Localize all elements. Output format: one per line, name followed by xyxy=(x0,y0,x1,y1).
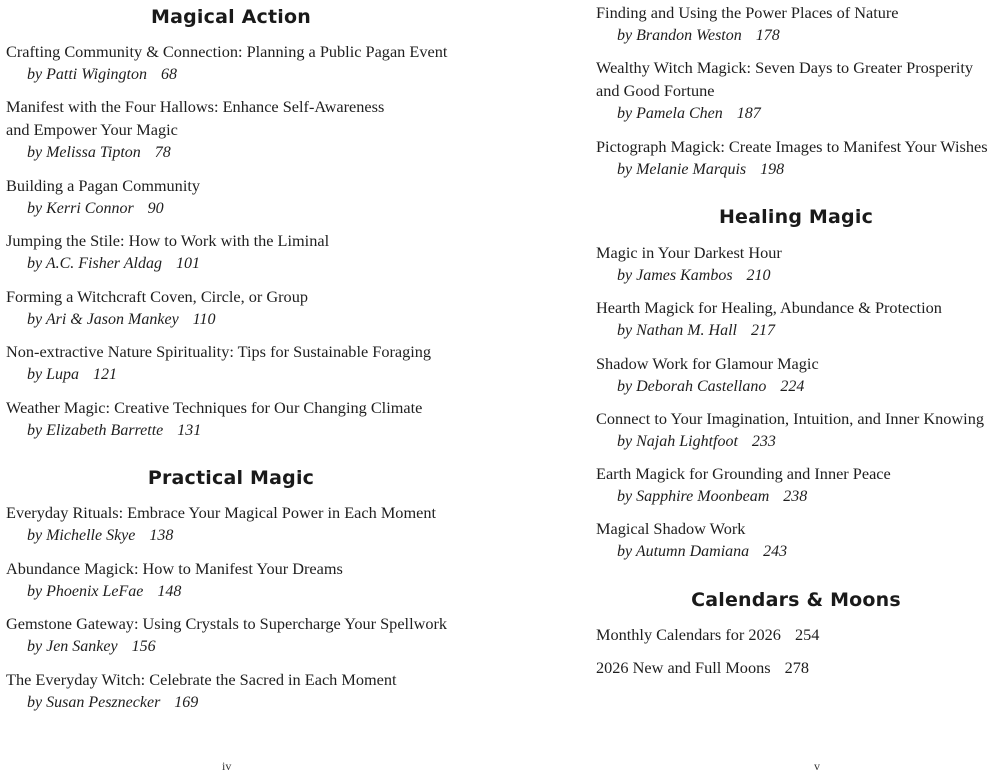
right-page xyxy=(596,0,996,777)
entry-author: by Michelle Skye xyxy=(27,527,136,544)
entry-author: by Jen Sankey xyxy=(27,638,118,655)
entry-byline xyxy=(596,102,996,125)
toc-entry[interactable] xyxy=(596,296,996,342)
toc-entry[interactable] xyxy=(596,517,996,563)
entry-title: Magic in Your Darkest Hour xyxy=(596,243,782,262)
section-heading-calendars-moons: Calendars & Moons xyxy=(691,589,901,611)
entry-byline xyxy=(6,419,456,442)
entry-byline xyxy=(596,264,996,287)
toc-entry[interactable] xyxy=(596,656,996,679)
entry-byline xyxy=(6,141,456,164)
left-page xyxy=(6,0,456,777)
entry-byline xyxy=(6,524,456,547)
entry-author: by Nathan M. Hall xyxy=(617,322,737,339)
section-heading-practical-magic: Practical Magic xyxy=(147,467,315,489)
toc-entry[interactable] xyxy=(6,95,456,164)
entry-title: Abundance Magick: How to Manifest Your Dreams xyxy=(6,559,343,578)
entry-title-with-page xyxy=(596,623,996,646)
entry-byline xyxy=(6,363,456,386)
entry-title: 2026 New and Full Moons xyxy=(596,658,771,677)
toc-entry[interactable] xyxy=(596,241,996,287)
toc-entry[interactable] xyxy=(596,135,996,181)
entry-title: Gemstone Gateway: Using Crystals to Supercharge Your Spellwork xyxy=(6,614,448,633)
entry-byline xyxy=(6,635,456,658)
entry-page-number: 138 xyxy=(149,527,174,544)
entry-title: Manifest with the Four Hallows: Enhance Self-Awareness xyxy=(6,97,385,116)
entry-title: Shadow Work for Glamour Magic xyxy=(596,354,819,373)
entry-title: Jumping the Stile: How to Work with the Liminal xyxy=(6,231,330,250)
section-heading-healing-magic: Healing Magic xyxy=(718,206,874,228)
entry-page-number: 254 xyxy=(794,625,820,644)
entry-page-number: 131 xyxy=(177,422,202,439)
folio-left: iv xyxy=(222,759,232,773)
entry-title-line2: and Good Fortune xyxy=(596,81,715,100)
toc-entry[interactable] xyxy=(6,340,456,386)
toc-entry[interactable] xyxy=(596,623,996,646)
toc-entry[interactable] xyxy=(6,40,456,86)
entry-byline xyxy=(596,540,996,563)
entry-page-number: 169 xyxy=(174,694,199,711)
entry-author: by A.C. Fisher Aldag xyxy=(27,255,162,272)
entry-byline xyxy=(6,691,456,714)
entry-author: by Lupa xyxy=(27,366,79,383)
entry-byline xyxy=(6,63,456,86)
entry-author: by Sapphire Moonbeam xyxy=(617,488,770,505)
toc-entry[interactable] xyxy=(6,396,456,442)
entry-author: by Brandon Weston xyxy=(617,27,742,44)
entry-title: Finding and Using the Power Places of Nature xyxy=(596,3,899,22)
toc-entry[interactable] xyxy=(596,56,996,125)
entry-page-number: 68 xyxy=(161,66,177,83)
toc-entry[interactable] xyxy=(6,174,456,220)
folio-right: v xyxy=(814,759,820,773)
entry-title: Earth Magick for Grounding and Inner Peace xyxy=(596,464,891,483)
entry-page-number: 178 xyxy=(755,27,780,44)
entry-title: Crafting Community & Connection: Planning a Public Pagan Event xyxy=(6,42,448,61)
entry-author: by Elizabeth Barrette xyxy=(27,422,164,439)
entry-page-number: 224 xyxy=(780,378,805,395)
entry-title: Pictograph Magick: Create Images to Manifest Your Wishes xyxy=(596,137,988,156)
entry-page-number: 278 xyxy=(784,658,809,677)
entry-byline xyxy=(6,197,456,220)
entry-byline xyxy=(596,375,996,398)
entry-author: by Autumn Damiana xyxy=(617,543,750,560)
entry-byline xyxy=(6,580,456,603)
entry-byline xyxy=(596,430,996,453)
entry-byline xyxy=(596,485,996,508)
entry-author: by Susan Pesznecker xyxy=(27,694,161,711)
entry-byline xyxy=(596,319,996,342)
toc-entry[interactable] xyxy=(596,407,996,453)
entry-page-number: 78 xyxy=(154,144,171,161)
entry-author: by Melanie Marquis xyxy=(617,161,747,178)
entry-title: Forming a Witchcraft Coven, Circle, or Group xyxy=(6,287,308,306)
entry-title: Wealthy Witch Magick: Seven Days to Greater Prosperity xyxy=(596,58,974,77)
entry-page-number: 238 xyxy=(783,488,808,505)
entry-title-line2: and Empower Your Magic xyxy=(6,120,178,139)
entry-title: Connect to Your Imagination, Intuition, and Inner Knowing xyxy=(596,409,984,428)
entry-title: The Everyday Witch: Celebrate the Sacred in Each Moment xyxy=(6,670,397,689)
entry-title: Everyday Rituals: Embrace Your Magical Power in Each Moment xyxy=(6,503,436,522)
entry-page-number: 187 xyxy=(736,105,761,122)
toc-entry[interactable] xyxy=(6,285,456,331)
entry-page-number: 243 xyxy=(763,543,788,560)
toc-entry[interactable] xyxy=(6,557,456,603)
toc-entry[interactable] xyxy=(6,229,456,275)
entry-page-number: 148 xyxy=(157,583,182,600)
entry-title-with-page xyxy=(596,656,996,679)
entry-author: by Melissa Tipton xyxy=(27,144,141,161)
toc-entry[interactable] xyxy=(596,352,996,398)
entry-title: Magical Shadow Work xyxy=(596,519,746,538)
entry-page-number: 210 xyxy=(746,267,771,284)
entry-author: by Pamela Chen xyxy=(617,105,723,122)
entry-author: by James Kambos xyxy=(617,267,733,284)
entry-byline xyxy=(6,308,456,331)
entry-page-number: 198 xyxy=(760,161,785,178)
entry-author: by Patti Wigington xyxy=(27,66,147,83)
entry-title: Non-extractive Nature Spirituality: Tips for Sustainable Foraging xyxy=(6,342,432,361)
entry-title: Weather Magic: Creative Techniques for Our Changing Climate xyxy=(6,398,423,417)
toc-entry[interactable] xyxy=(6,612,456,658)
entry-author: by Najah Lightfoot xyxy=(617,433,738,450)
entry-author: by Ari & Jason Mankey xyxy=(27,311,179,328)
toc-entry[interactable] xyxy=(6,501,456,547)
entry-author: by Phoenix LeFae xyxy=(27,583,144,600)
entry-byline xyxy=(596,24,996,47)
entry-title: Building a Pagan Community xyxy=(6,176,201,195)
entry-author: by Kerri Connor xyxy=(27,200,134,217)
entry-page-number: 110 xyxy=(192,311,216,328)
entry-page-number: 217 xyxy=(751,322,775,339)
toc-entry[interactable] xyxy=(6,668,456,714)
section-heading-magical-action: Magical Action xyxy=(151,6,311,28)
entry-byline xyxy=(596,158,996,181)
entry-page-number: 90 xyxy=(147,200,164,217)
entry-page-number: 156 xyxy=(131,638,156,655)
toc-entry[interactable] xyxy=(596,462,996,508)
entry-title: Monthly Calendars for 2026 xyxy=(596,625,781,644)
entry-page-number: 233 xyxy=(751,433,776,450)
toc-entry[interactable] xyxy=(596,1,996,47)
entry-page-number: 121 xyxy=(93,366,117,383)
entry-title: Hearth Magick for Healing, Abundance & Protection xyxy=(596,298,942,317)
entry-page-number: 101 xyxy=(175,255,200,272)
entry-author: by Deborah Castellano xyxy=(617,378,767,395)
entry-byline xyxy=(6,252,456,275)
